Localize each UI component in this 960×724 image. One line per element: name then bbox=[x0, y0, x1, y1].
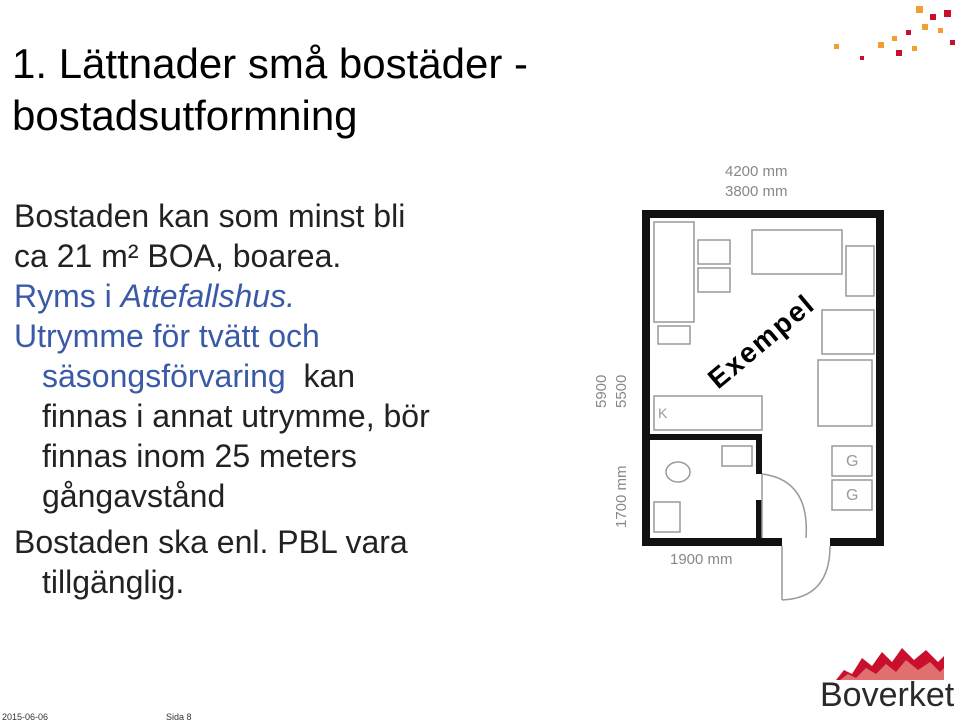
para3-line5: gångavstånd bbox=[42, 478, 226, 514]
para3-line2-blue: säsongsförvaring bbox=[42, 358, 286, 394]
decorative-dots bbox=[820, 0, 960, 80]
para3-line2-rest: kan bbox=[285, 358, 356, 394]
floor-plan bbox=[580, 150, 910, 610]
para3-line3: finnas i annat utrymme, bör bbox=[42, 398, 430, 434]
footer-date: 2015-06-06 bbox=[2, 712, 49, 722]
logo-text: Boverket bbox=[820, 676, 955, 714]
dim-top-1: 4200 mm bbox=[725, 163, 788, 180]
para3-line2 bbox=[14, 356, 614, 396]
dim-bottom: 1900 mm bbox=[670, 551, 733, 568]
para1-line2: ca 21 m² BOA, boarea. bbox=[14, 238, 342, 274]
para3-line4: finnas inom 25 meters bbox=[42, 438, 357, 474]
para2-prefix: Ryms i bbox=[14, 278, 121, 314]
exempel-stamp: Exempel bbox=[701, 287, 821, 395]
footer-page: Sida 8 bbox=[166, 712, 192, 722]
dim-left-1: 5900 bbox=[593, 374, 610, 408]
para4-line2: tillgänglig. bbox=[42, 564, 185, 600]
para3-line1: Utrymme för tvätt och bbox=[14, 318, 320, 354]
slide-title bbox=[12, 38, 662, 142]
dim-left-3: 1700 mm bbox=[613, 465, 630, 528]
para4-line1: Bostaden ska enl. PBL vara bbox=[14, 524, 408, 560]
boverket-logo-icon bbox=[836, 644, 946, 680]
label-k: K bbox=[658, 405, 668, 421]
slide-body bbox=[14, 196, 614, 602]
title-line-2: bostadsutformning bbox=[12, 92, 358, 139]
para2 bbox=[14, 276, 614, 316]
para1-line1: Bostaden kan som minst bli bbox=[14, 198, 406, 234]
label-g2: G bbox=[846, 487, 859, 504]
title-line-1: 1. Lättnader små bostäder - bbox=[12, 40, 528, 87]
para2-italic: Attefallshus. bbox=[120, 278, 295, 314]
dim-top-2: 3800 mm bbox=[725, 183, 788, 200]
label-g1: G bbox=[846, 453, 859, 470]
dim-left-2: 5500 bbox=[613, 374, 630, 408]
